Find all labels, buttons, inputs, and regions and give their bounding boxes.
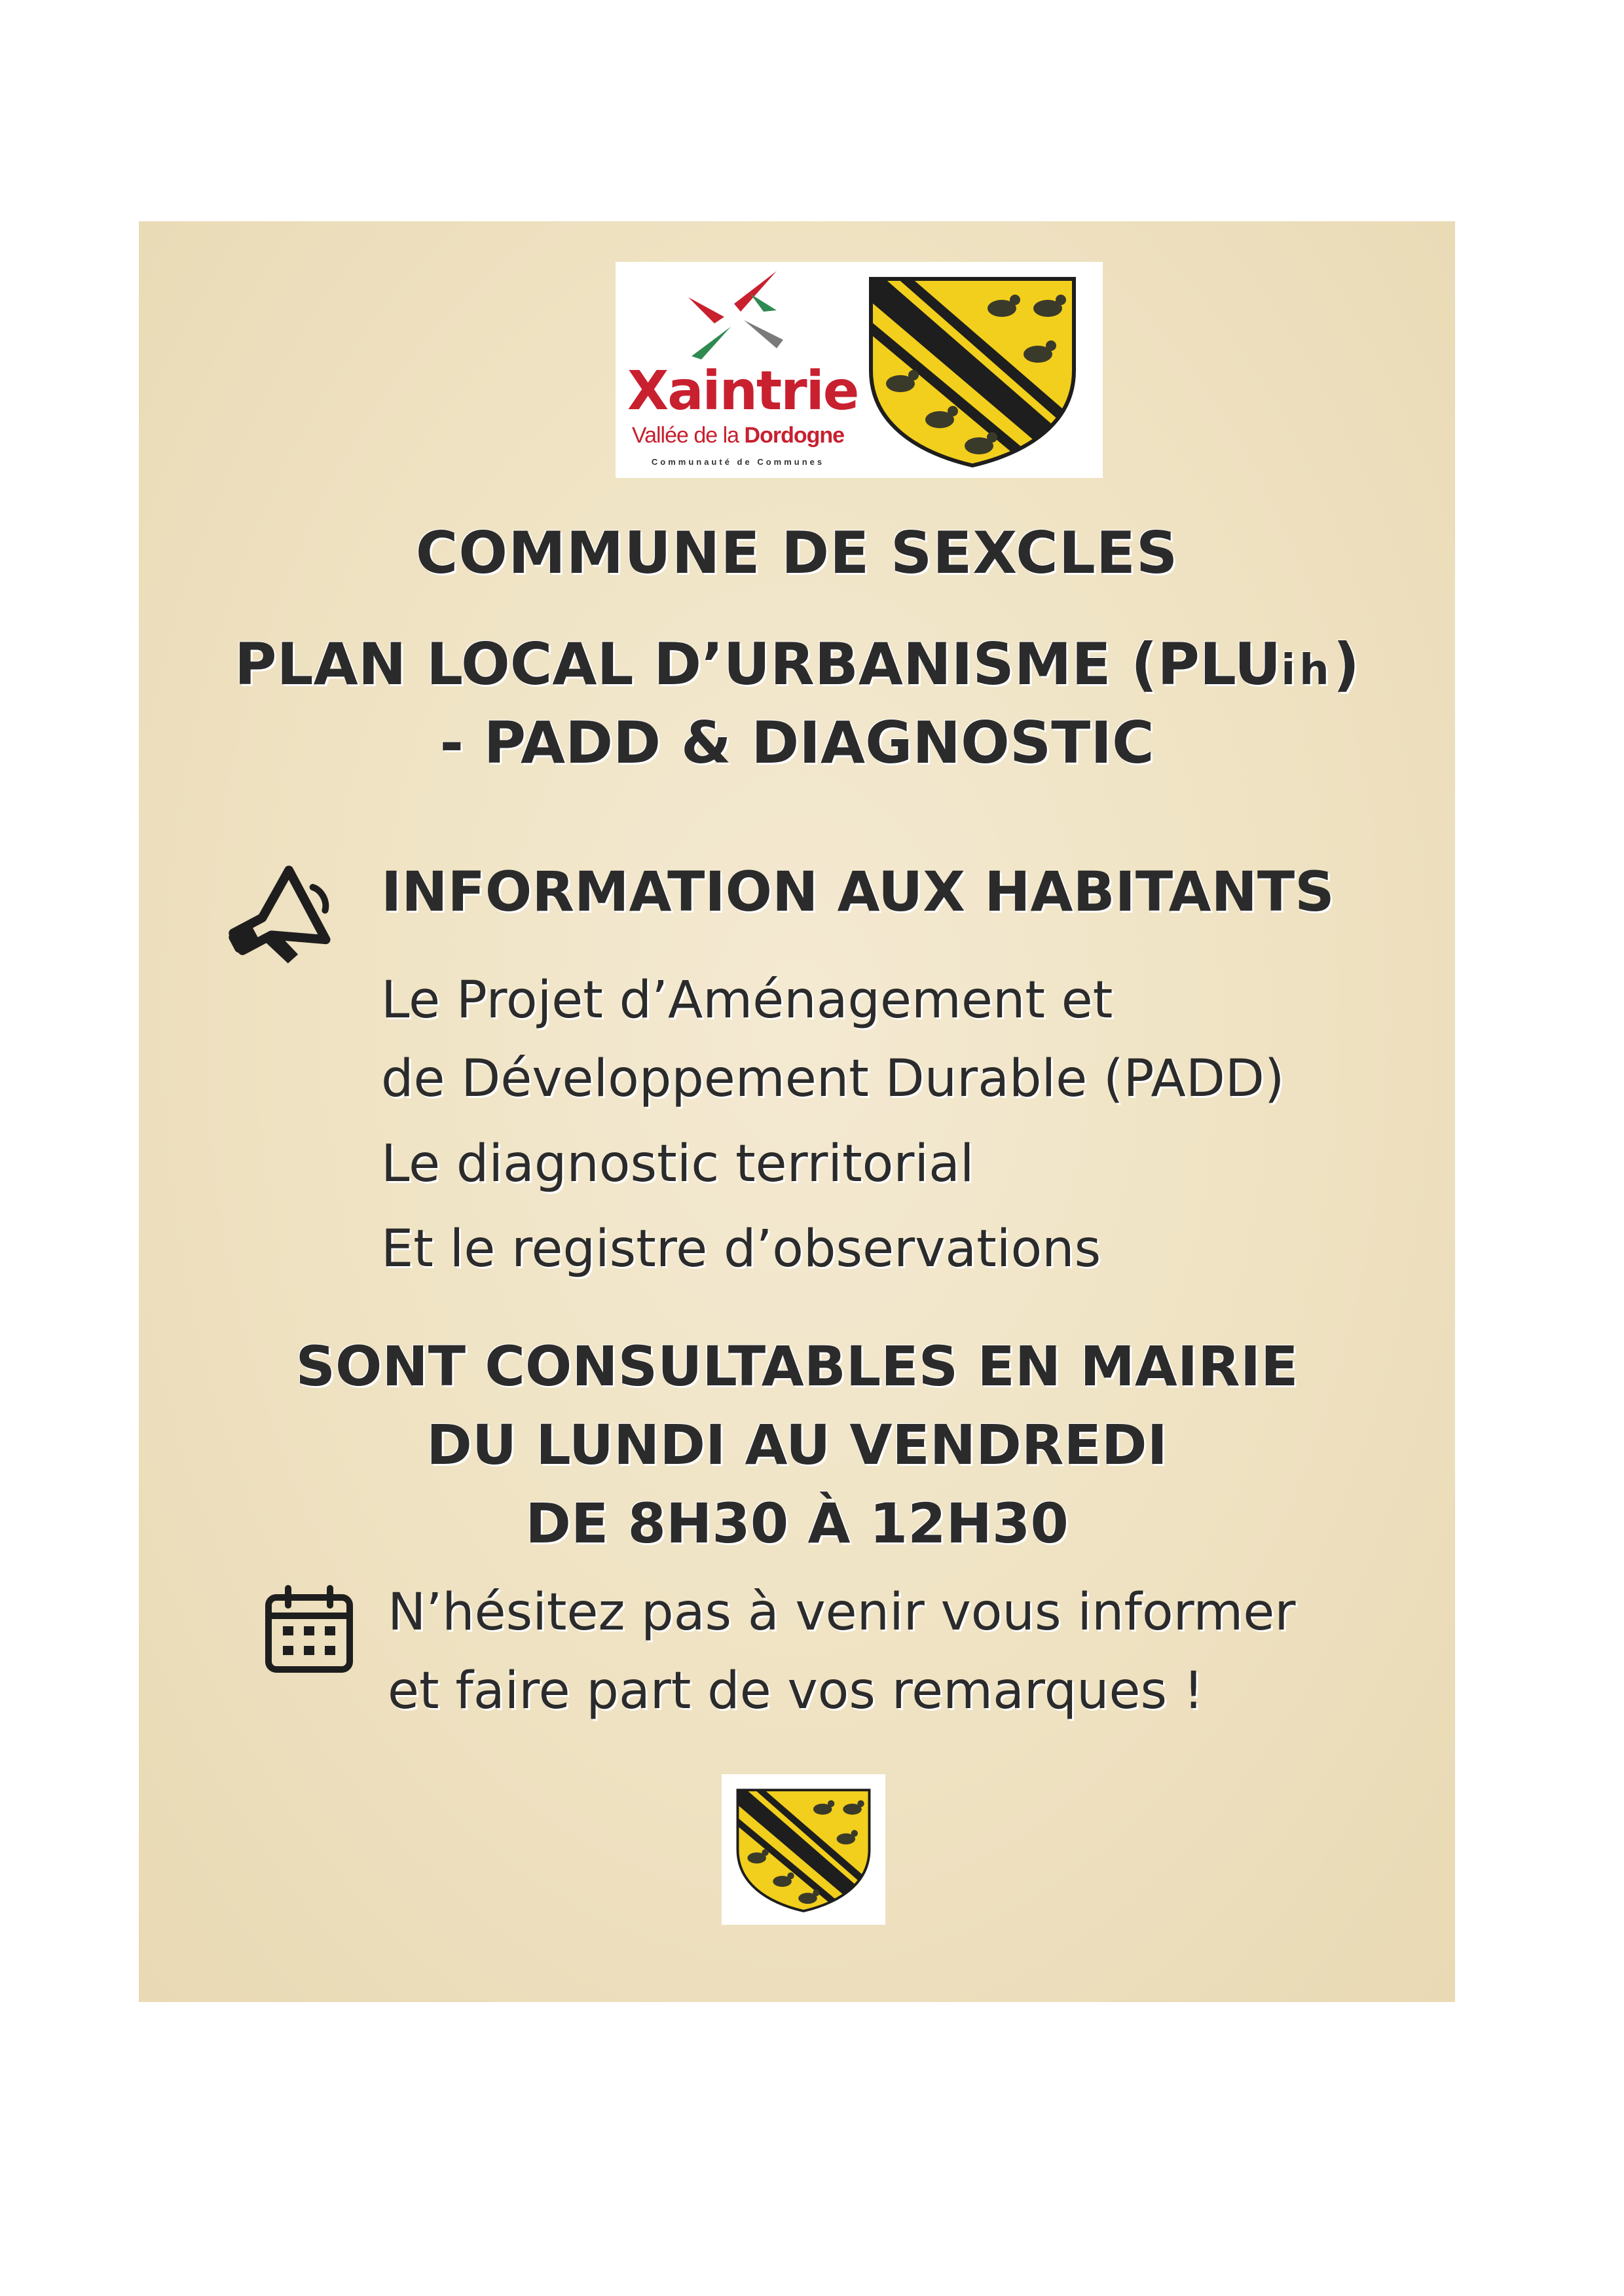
plan-title-suffix: ih — [1281, 646, 1333, 695]
commune-title: COMMUNE DE SEXCLES — [415, 519, 1179, 587]
logo-banner — [616, 262, 1103, 478]
padd-title: - PADD & DIAGNOSTIC — [439, 709, 1154, 776]
xaintrie-subtitle — [630, 423, 846, 448]
plan-title — [139, 630, 1455, 698]
invite-line: et faire part de vos remarques ! — [388, 1662, 1204, 1721]
info-heading: INFORMATION AUX HABITANTS — [381, 860, 1335, 924]
info-line: de Développement Durable (PADD) — [381, 1049, 1285, 1108]
coat-of-arms-icon — [864, 272, 1080, 469]
xaintrie-subtitle-light: Vallée de la — [631, 423, 745, 448]
plan-title-main: PLAN LOCAL D’URBANISME (PLU — [234, 630, 1282, 698]
xaintrie-tagline: Communauté de Communes — [651, 457, 825, 467]
consult-line: DE 8H30 À 12H30 — [525, 1491, 1069, 1556]
xaintrie-logo — [623, 271, 858, 474]
megaphone-icon — [219, 855, 350, 979]
xaintrie-mark-icon — [678, 271, 790, 363]
calendar-icon — [263, 1583, 355, 1675]
bottom-shield-box — [722, 1774, 885, 1925]
invite-line: N’hésitez pas à venir vous informer — [388, 1583, 1296, 1642]
info-line: Le diagnostic territorial — [381, 1135, 974, 1194]
consult-line: SONT CONSULTABLES EN MAIRIE — [295, 1334, 1299, 1398]
consult-line: DU LUNDI AU VENDREDI — [426, 1413, 1168, 1477]
xaintrie-subtitle-bold: Dordogne — [744, 423, 845, 448]
coat-of-arms-icon — [733, 1782, 874, 1917]
plan-title-close: ) — [1333, 630, 1359, 698]
xaintrie-name: Xaintrie — [627, 360, 858, 422]
poster — [139, 221, 1455, 2002]
info-line: Et le registre d’observations — [381, 1220, 1101, 1279]
info-line: Le Projet d’Aménagement et — [381, 971, 1113, 1030]
